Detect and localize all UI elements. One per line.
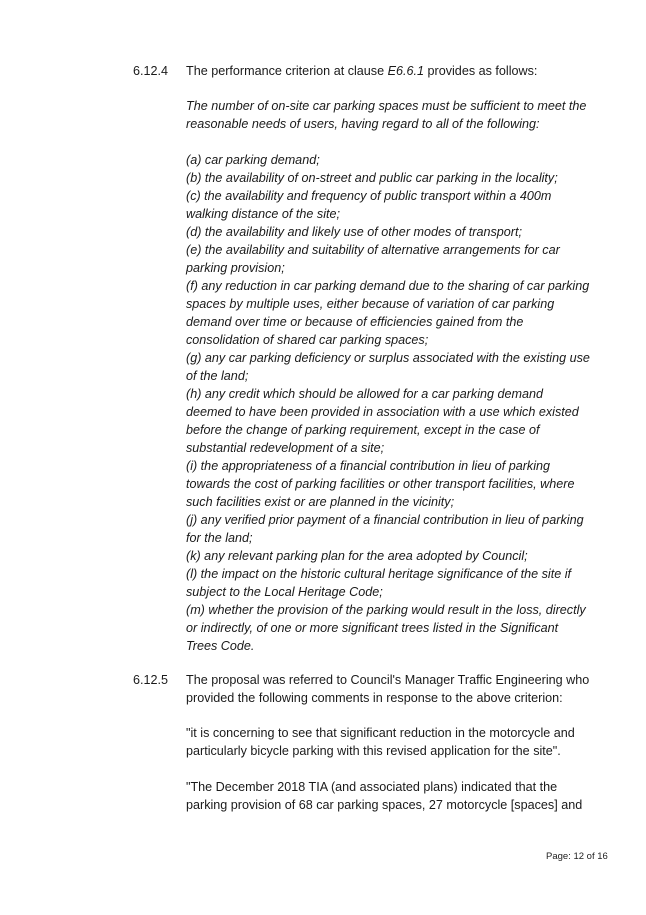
criterion-line: (i) the appropriateness of a financial contribution in lieu of parking — [186, 459, 551, 473]
comment-line: "The December 2018 TIA (and associated plans) indicated that the — [186, 780, 558, 794]
section-6-12-5-intro-line: The proposal was referred to Council's Manager Traffic Engineering who — [186, 673, 590, 687]
quote-line: The number of on-site car parking spaces must be sufficient to meet the — [186, 99, 587, 113]
quote-line: reasonable needs of users, having regard to all of the following: — [186, 117, 540, 131]
criterion-line: demand over time or because of efficiencies gained from the — [186, 315, 524, 329]
criterion-line: (b) the availability of on-street and public car parking in the locality; — [186, 171, 558, 185]
criterion-line: (g) any car parking deficiency or surplus associated with the existing use — [186, 351, 590, 365]
criterion-line: (j) any verified prior payment of a financial contribution in lieu of parking — [186, 513, 584, 527]
criterion-line: consolidation of shared car parking spaces; — [186, 333, 429, 347]
criterion-line: such facilities exist or are planned in the vicinity; — [186, 495, 455, 509]
criterion-line: subject to the Local Heritage Code; — [186, 585, 383, 599]
section-number-6-12-4: 6.12.4 — [133, 64, 169, 78]
criterion-line: (d) the availability and likely use of other modes of transport; — [186, 225, 523, 239]
clause-reference: E6.6.1 — [387, 64, 425, 78]
criterion-line: parking provision; — [186, 261, 285, 275]
criterion-line: (f) any reduction in car parking demand due to the sharing of car parking — [186, 279, 590, 293]
criterion-line: (k) any relevant parking plan for the area adopted by Council; — [186, 549, 528, 563]
criterion-line: walking distance of the site; — [186, 207, 341, 221]
criterion-line: (c) the availability and frequency of public transport within a 400m — [186, 189, 552, 203]
criterion-line: (e) the availability and suitability of alternative arrangements for car — [186, 243, 560, 257]
page-number: Page: 12 of 16 — [546, 851, 608, 862]
criterion-line: spaces by multiple uses, either because of variation of car parking — [186, 297, 555, 311]
criterion-line: towards the cost of parking facilities or other transport facilities, where — [186, 477, 575, 491]
section-6-12-5-intro-line: provided the following comments in response to the above criterion: — [186, 691, 563, 705]
criterion-line: (h) any credit which should be allowed for a car parking demand — [186, 387, 544, 401]
section-number-6-12-5: 6.12.5 — [133, 673, 169, 687]
criterion-line: (l) the impact on the historic cultural heritage significance of the site if — [186, 567, 571, 581]
intro-prefix: The performance criterion at clause — [186, 64, 388, 78]
criterion-line: (a) car parking demand; — [186, 153, 320, 167]
criterion-line: Trees Code. — [186, 639, 255, 653]
criterion-line: deemed to have been provided in association with a use which existed — [186, 405, 579, 419]
comment-line: particularly bicycle parking with this revised application for the site". — [186, 744, 561, 758]
criterion-line: (m) whether the provision of the parking would result in the loss, directly — [186, 603, 586, 617]
comment-line: "it is concerning to see that significant reduction in the motorcycle and — [186, 726, 575, 740]
intro-suffix: provides as follows: — [424, 64, 538, 78]
criterion-line: before the change of parking requirement, except in the case of — [186, 423, 540, 437]
criterion-line: substantial redevelopment of a site; — [186, 441, 385, 455]
comment-line: parking provision of 68 car parking spaces, 27 motorcycle [spaces] and — [186, 798, 583, 812]
criterion-line: or indirectly, of one or more significant trees listed in the Significant — [186, 621, 559, 635]
criterion-line: for the land; — [186, 531, 253, 545]
section-6-12-4-intro — [186, 62, 537, 80]
criterion-line: of the land; — [186, 369, 249, 383]
